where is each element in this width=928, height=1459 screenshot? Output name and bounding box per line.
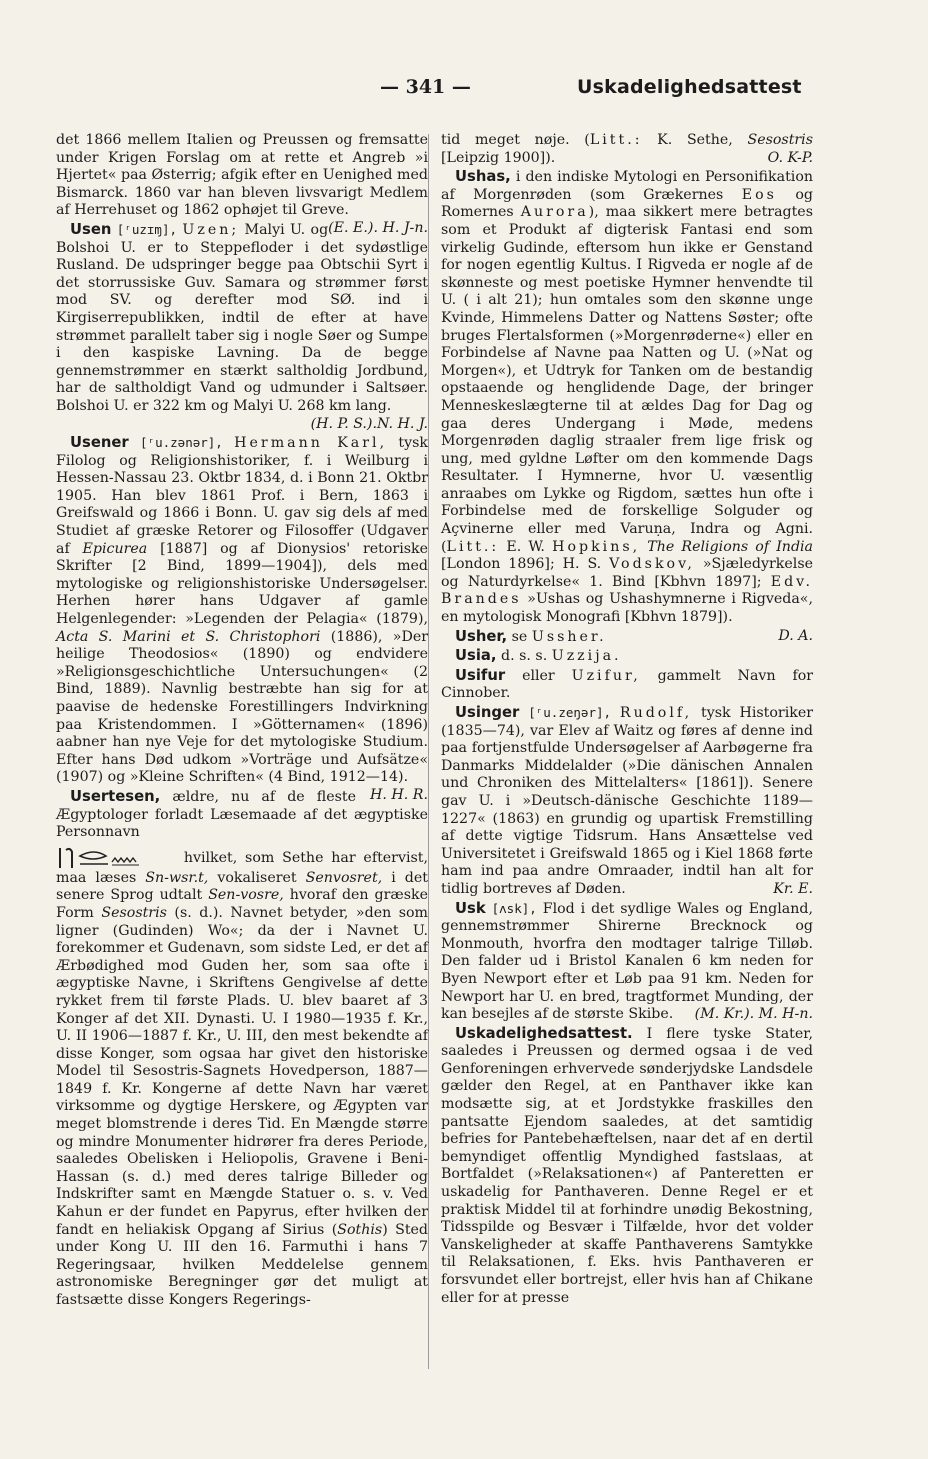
entry-usinger: Usinger [ʳu.zeŋər], Rudolf, tysk Historiker (1835—74), var Elev af Waitz og føres af denne ind paa fortjenstfulde Undersøgelser af Aarbøgerne fra Danmarks Middelalder (»Die dänischen Annalen und Chroniken des Mittelalters« [1861]). Senere gav U. i »Deutsch-dänische Geschichte 1189—1227« (1863) en grundig og upartisk Fremstilling af dette vigtige Tidsrum. Hans Ansættelse ved Universitetet i Greifswald 1865 og i Kiel 1868 førte ham ind paa andre Omraader, indtil han alt for tidlig bortreves af Døden. Kr. E. (441, 704, 814, 897)
pronunciation: [ʌsk], (491, 900, 537, 916)
signature: D. A. (778, 627, 813, 644)
pronunciation: [ʳu.zənər], (140, 435, 223, 451)
right-column (441, 132, 813, 1308)
headword: Usertesen, (70, 787, 161, 805)
column-divider (428, 134, 429, 1369)
entry-usen: Usen [ʳuzɪɱ], Uzen; Malyi U. og Bolshoi U. er to Steppefloder i det sydøstlige Rusland. De udspringer begge paa Obtschii Syrt i det storrussiske Guv. Samara og strømmer først mod SV. og derefter mod SØ. ind i Kirgiserrepublikken, indtil de efter at have strømmet parallelt taber sig i nogle Søer og Sumpe i den kaspiske Lavning. Da de begge gennemstrømmer en stærkt saltholdig Jordbund, har de saltholdigt Vand og udmunder i Saltsøer. Bolshoi U. er 322 km og Malyi U. 268 km lang. (H. P. S.).N. H. J. (56, 220, 428, 432)
headword: Usia, (455, 647, 497, 665)
headword: Usinger (455, 704, 520, 721)
hieroglyph-icon (56, 846, 176, 870)
entry-usertesen: Usertesen, ældre, nu af de fleste Ægyptologer forladt Læsemaade af det ægyptiske Personnavn (56, 787, 428, 841)
entry-usener: Usener [ʳu.zənər], Hermann Karl, tysk Filolog og Religionshistoriker, f. i Weilburg i Hessen-Nassau 23. Oktbr 1834, d. i Bonn 21. Oktbr 1905. Han blev 1861 Prof. i Bern, 1863 i Greifswald og 1866 i Bonn. U. gav sig dels af med Studiet af græske Retorer og Filosoffer (Udgaver af Epicurea [1887] og af Dionysios' retoriske Skrifter [2 Bind, 1899—1904]), dels med mytologiske og religionshistoriske Undersøgelser. Herhen hører hans Udgaver af gamle Helgenlegender: »Legenden der Pelagia« (1879), Acta S. Marini et S. Christophori (1886), »Der heilige Theodosios« (1890) og endvidere »Religionsgeschichtliche Untersuchungen« (2 Bind, 1889). Navnlig bestræbte han sig for at paavise de hedenske Forestillingers Indvirkning paa Kristendommen. I »Götternamen« (1896) aabner han nye Veje for det mytologiske Studium. Efter hans Død udkom »Vorträge und Aufsätze« (1907) og »Kleine Schriften« (4 Bind, 1912—14). H. H. R. (56, 434, 429, 803)
hieroglyph-line: hvilket, som Sethe har eftervist, maa læses Sn-wsr.t, vokaliseret Senvosret, i det senere Sprog udtalt Sen-vosre, hvoraf den græske Form Sesostris (s. d.). Navnet betyder, »den som ligner (Gudinden) Wo«; da der i Navnet U. forekommer et Gudenavn, som sidste Led, er det af Ærbødighed mod Guden her, som saa ofte i ægyptiske Navne, i Skriftens Gengivelse af dette rykket frem til første Plads. U. blev baaret af 3 Konger af det XII. Dynasti. U. I 1980—1935 f. Kr., U. II 1906—1887 f. Kr., U. III, den mest bekendte af disse Konger, som ogsaa har givet den historiske Model til Sesostris-Sagnets Hovedperson, 1887—1849 f. Kr. Kongerne af dette Navn har været virksomme og dygtige Herskere, og Ægypten var meget blomstrende i deres Tid. En Mængde større og mindre Monumenter hidrører fra deres Periode, saaledes Obelisken i Heliopolis, Gravene i Beni-Hassan (s. d.) med deres talrige Billeder og Indskrifter samt en Mængde Statuer o. s. v. Ved Kahun er der fundet en Papyrus, efter hvilken der fandt en heliakisk Opgang af Sirius (Sothis) Sted under Kong U. III den 16. Farmuthi i hans 7 Regeringsaar, hvilken Meddelelse gennem astronomiske Beregninger gør det muligt at fastsætte disse Kongers Regerings- (56, 846, 428, 1310)
entry-ushas: Ushas, i den indiske Mytologi en Personifikation af Morgenrøden (som Grækernes Eos og Romernes Aurora), maa sikkert mere betragtes som et Produkt af digterisk Fantasi end som virkelig Gudinde, eftersom hun ikke er Genstand for nogen egentlig Kultus. I Rigveda er nogle af de skønneste og mest poetiske Hymner henvendte til U. ( i alt 21); hun omtales som den skønne unge Kvinde, Himmelens Datter og Nattens Søster; ofte bruges Flertalsformen (»Morgenrøderne«) eller en Forbindelse af Navne paa Natten og U. (»Nat og Morgen«), et Udtryk for Tanken om de bestandig opstaaende og henglidende Dage, der bringer Menneskeslægterne til at ældes Dag for Dag og gaa deres Undergang i Møde, medens Morgenrøden daglig straaler frem lige frisk og ung, med gyldne Løfter om den kommende Dags Resultater. I Hymnerne, hvor U. væsentlig anraabes om Lykke og Rigdom, sættes hun ofte i Forbindelse med de forskellige Solguder og Açvinerne eller med Varuṇa, Indra og Agni. (Litt.: E. W. Hopkins, The Religions of India [London 1896]; H. S. Vodskov, »Sjæledyrkelse og Naturdyrkelse« 1. Bind [Kbhvn 1897]; Edv. Brandes »Ushas og Ushashymnerne i Rigveda«, en mytologisk Monografi [Kbhvn 1879]). (441, 168, 814, 626)
headword: Usifur (455, 666, 506, 684)
signature: Kr. E. (773, 880, 813, 897)
entry-usia: Usia, d. s. s. Uzzija. (455, 647, 622, 665)
entry-usher: Usher, se Ussher. D. A. (455, 627, 813, 645)
entry-uskadelighedsattest: Uskadelighedsattest. I flere tyske Stater, saaledes i Preussen og dermed ogsaa i de ved Genforeningen erhvervede sønderjydske Landsdele gælder den Regel, at en Panthaver ikke kan modsætte sig, at et Jordstykke fraskilles den pantsatte Ejendom saaledes, at det samtidig befries for Pantebehæftelsen, naar det af en dertil bemyndiget offentlig Myndighed fastslaas, at Bortfaldet (»Relaksationen«) af Panteretten er uskadelig for Panthaveren. Denne Regel er et praktisk Middel til at forhindre unødig Bekostning, Tidsspilde og Besvær i Tilfælde, hvor det volder Vanskeligheder at skaffe Panthaverens Samtykke til Relaksationen, f. Eks. hvis Panthaveren er forsvundet eller bortrejst, eller hvis han af Chikane eller for at presse (441, 1024, 813, 1306)
headword: Usener (70, 434, 129, 452)
entry-usk: Usk [ʌsk], Flod i det sydlige Wales og England, gennemstrømmer Shirerne Brecknock og Monmouth, hvorfra den modtager talrige Tilløb. Den falder ud i Bristol Kanalen 6 km neden for Byen Newport efter et Løb paa 91 km. Neden for Newport har U. en bred, tragtformet Munding, der kan besejles af de største Skibe. (M. Kr.). M. H-n. (441, 899, 813, 1023)
pronunciation: [ʳu.zeŋər], (528, 705, 612, 720)
headword: Ushas, (455, 168, 511, 186)
left-column (56, 132, 428, 1314)
entry-continuation: tid meget nøje. (Litt.: K. Sethe, Sesostris [Leipzig 1900]). O. K-P. (441, 132, 814, 166)
pronunciation: [ʳuzɪɱ], (116, 221, 178, 237)
headword: Usen (70, 220, 112, 238)
signature: (H. P. S.).N. H. J. (310, 415, 428, 432)
entry-usifur: Usifur eller Uzifur, gammelt Navn for Cinnober. (441, 666, 814, 702)
headword: Usk (455, 899, 486, 917)
page-header (0, 76, 928, 104)
signature: (E. E.). H. J-n. (328, 219, 428, 236)
entry-continuation: det 1866 mellem Italien og Preussen og fremsatte under Krigen Forslag om at rette et Angreb »i Hjertet« paa Østerrig; afgik efter en Uenighed med Bismarck. 1860 var han bleven livsvarigt Medlem af Herrehuset og 1862 ophøjet til Greve. (E. E.). H. J-n. (56, 132, 428, 236)
page-number: — 341 — (380, 76, 471, 98)
signature: O. K-P. (767, 149, 813, 166)
signature: (M. Kr.). M. H-n. (694, 1006, 813, 1023)
headword: Uskadelighedsattest. (455, 1024, 633, 1042)
signature: H. H. R. (370, 786, 428, 803)
running-head: Uskadelighedsattest (577, 76, 802, 98)
headword: Usher, (455, 627, 508, 645)
